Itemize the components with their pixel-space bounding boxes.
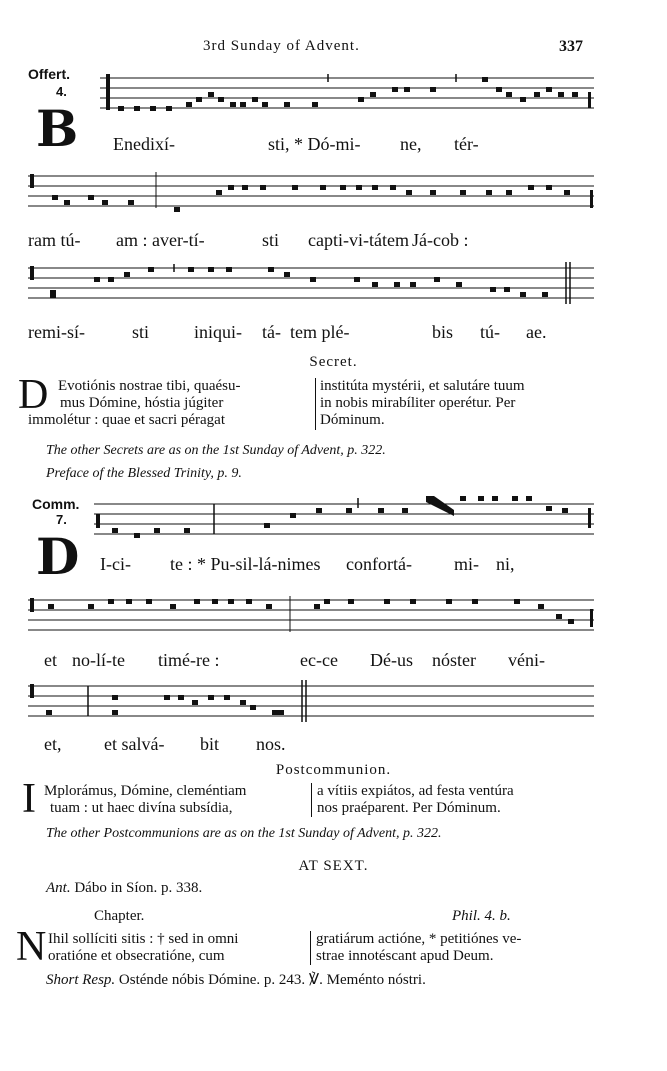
- communion-lyric: ec-ce: [300, 650, 338, 670]
- communion-lyric: mi-: [454, 554, 479, 574]
- text-line: gratiárum actióne, * petitiónes ve-: [316, 931, 522, 947]
- postcommunion-drop-initial: I: [22, 776, 36, 822]
- antiphon-label: Ant.: [46, 880, 71, 896]
- column-divider: [310, 931, 311, 965]
- short-resp-text: Osténde nóbis Dómine. p. 243. ℣. Meménto nóstri.: [118, 972, 426, 988]
- text-line: institúta mystérii, et salutáre tuum: [320, 378, 525, 394]
- offertory-label: Offert.: [28, 66, 70, 82]
- chapter-reference: Phil. 4. b.: [452, 908, 511, 924]
- communion-lyric: ni,: [496, 554, 515, 574]
- offertory-lyric: tá-: [262, 322, 281, 342]
- offertory-lyric: sti: [262, 230, 280, 250]
- column-divider: [311, 783, 312, 817]
- communion-lyric: Dé-us: [370, 650, 413, 670]
- secret-note: The other Secrets are as on the 1st Sunday of Advent, p. 322.: [46, 443, 386, 458]
- postcommunion-left-column: [44, 783, 310, 817]
- postcommunion-note: The other Postcommunions are as on the 1st Sunday of Advent, p. 322.: [46, 826, 442, 841]
- secret-drop-initial: D: [18, 372, 49, 418]
- communion-lyric: et salvá-: [104, 734, 165, 754]
- postcommunion-heading: Postcommunion.: [275, 762, 392, 778]
- text-line: Dóminum.: [320, 412, 385, 428]
- text-line: strae innotéscant apud Deum.: [316, 948, 494, 964]
- chapter-right-column: [316, 931, 600, 965]
- offertory-drop-initial: B: [36, 99, 79, 158]
- communion-drop-initial: D: [36, 527, 80, 586]
- offertory-mode: 4.: [56, 84, 67, 99]
- secret-right-column: [320, 378, 600, 429]
- chapter-drop-initial: N: [16, 924, 47, 970]
- text-line: immolétur : quae et sacri péragat: [28, 412, 225, 428]
- short-resp-label: Short Resp.: [46, 972, 116, 988]
- sext-heading: AT SEXT.: [298, 858, 369, 874]
- offertory-lyric: am : aver-tí-: [116, 230, 205, 250]
- antiphon-text: Dábo in Síon. p. 338.: [74, 880, 203, 896]
- communion-lyric: te : * Pu-sil-lá-nimes: [170, 554, 321, 574]
- chapter-label: Chapter.: [94, 908, 145, 924]
- secret-heading: Secret.: [309, 354, 358, 370]
- postcommunion-right-column: [317, 783, 599, 817]
- offertory-staff-2: [28, 170, 594, 210]
- communion-lyric: et,: [44, 734, 62, 754]
- offertory-lyric: Já-cob :: [412, 230, 469, 250]
- chapter-left-column: [48, 931, 308, 965]
- running-title: 3rd Sunday of Advent.: [203, 38, 360, 54]
- communion-mode: 7.: [56, 512, 67, 527]
- offertory-lyric: sti, * Dó-mi-: [268, 134, 361, 154]
- offertory-lyric: ram tú-: [28, 230, 81, 250]
- text-line: a vítiis expiátos, ad festa ventúra: [317, 783, 514, 799]
- communion-staff-2: [28, 594, 594, 634]
- communion-lyric: bit: [200, 734, 220, 754]
- communion-lyric: et: [44, 650, 57, 670]
- antiphon-line: [46, 880, 202, 897]
- communion-lyric: confortá-: [346, 554, 412, 574]
- offertory-lyric: ne,: [400, 134, 422, 154]
- preface-note: Preface of the Blessed Trinity, p. 9.: [46, 466, 242, 481]
- offertory-lyric: Enedixí-: [113, 134, 175, 154]
- text-line: Mplorámus, Dómine, cleméntiam: [44, 783, 247, 799]
- communion-lyric: no-lí-te: [72, 650, 125, 670]
- text-line: nos praéparent. Per Dóminum.: [317, 800, 501, 816]
- communion-lyric: véni-: [508, 650, 545, 670]
- communion-lyric: timé-re :: [158, 650, 220, 670]
- offertory-lyric: tér-: [454, 134, 479, 154]
- communion-staff-3: [28, 680, 594, 720]
- text-line: Ihil sollíciti sitis : † sed in omni: [48, 931, 239, 947]
- offertory-staff-3: [28, 262, 594, 302]
- text-line: in nobis mirabíliter operétur. Per: [320, 395, 516, 411]
- offertory-lyric: tem plé-: [290, 322, 350, 342]
- offertory-lyric: sti: [132, 322, 150, 342]
- offertory-lyric: bis: [432, 322, 454, 342]
- offertory-lyric: remi-sí-: [28, 322, 85, 342]
- text-line: tuam : ut haec divína subsídia,: [50, 800, 233, 816]
- communion-staff-1: [94, 496, 594, 536]
- communion-lyric: nóster: [432, 650, 476, 670]
- offertory-lyric: capti-vi-tátem: [308, 230, 409, 250]
- secret-left-column: [58, 378, 310, 412]
- offertory-lyric: ae.: [526, 322, 547, 342]
- communion-lyric: nos.: [256, 734, 286, 754]
- communion-label: Comm.: [32, 496, 80, 512]
- short-responsory: [46, 972, 426, 989]
- communion-lyric: I-ci-: [100, 554, 131, 574]
- text-line: oratióne et obsecratióne, cum: [48, 948, 225, 964]
- text-line: mus Dómine, hóstia júgiter: [60, 395, 224, 411]
- text-line: Evotiónis nostrae tibi, quaésu-: [58, 378, 241, 394]
- offertory-staff-1: [100, 72, 594, 112]
- page-number: 337: [559, 38, 583, 55]
- offertory-lyric: tú-: [480, 322, 500, 342]
- column-divider: [315, 378, 316, 430]
- offertory-lyric: iniqui-: [194, 322, 242, 342]
